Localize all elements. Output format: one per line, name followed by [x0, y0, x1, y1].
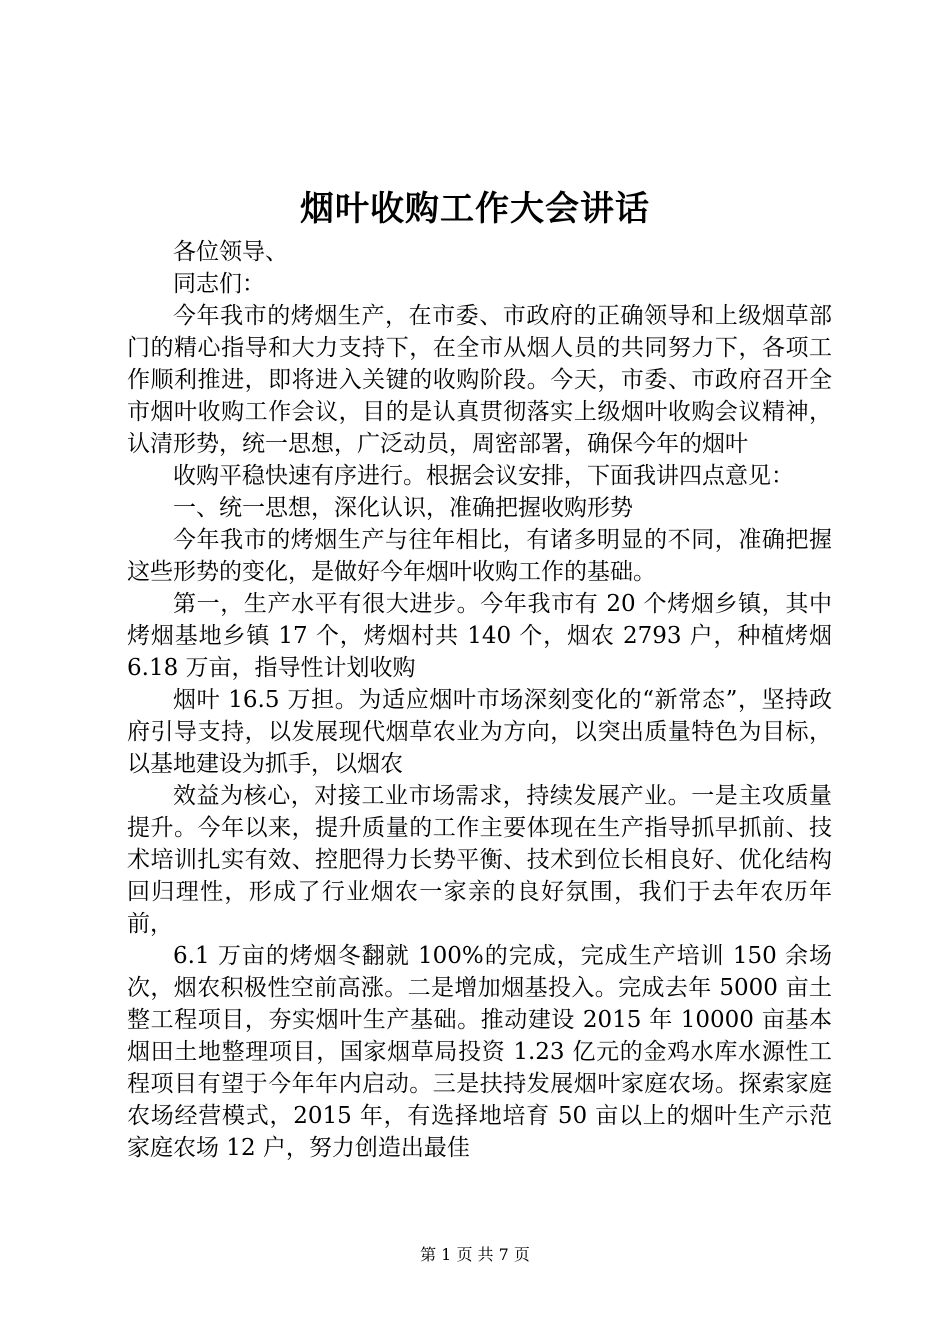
paragraph: 同志们：	[173, 271, 265, 297]
paragraph: 烟叶 16.5 万担。为适应烟叶市场深刻变化的“新常态”，坚持政府引导支持，以发展现代烟草农业为方向，以突出质量特色为目标，以基地建设为抓手，以烟农	[127, 687, 832, 777]
document-title: 烟叶收购工作大会讲话	[300, 189, 650, 229]
paragraph: 6.1 万亩的烤烟冬翻就 100%的完成，完成生产培训 150 余场次，烟农积极性空前高涨。二是增加烟基投入。完成去年 5000 亩土整工程项目，夯实烟叶生产基础。推动建设 2015 年 10000 亩基本烟田土地整理项目，国家烟草局投资 1.23 亿元的金鸡水库水源性工程项目有望于今年年内启动。三是扶持发展烟叶家庭农场。探索家庭农场经营模式，2015 年，有选择地培育 50 亩以上的烟叶生产示范家庭农场 12 户，努力创造出最佳	[127, 943, 832, 1161]
paragraph: 第一，生产水平有很大进步。今年我市有 20 个烤烟乡镇，其中烤烟基地乡镇 17 个，烤烟村共 140 个，烟农 2793 户，种植烤烟 6.18 万亩，指导性计划收购	[127, 591, 832, 681]
paragraph: 收购平稳快速有序进行。根据会议安排，下面我讲四点意见：	[173, 463, 794, 489]
paragraph: 今年我市的烤烟生产，在市委、市政府的正确领导和上级烟草部门的精心指导和大力支持下，在全市从烟人员的共同努力下，各项工作顺利推进，即将进入关键的收购阶段。今天，市委、市政府召开全市烟叶收购工作会议，目的是认真贯彻落实上级烟叶收购会议精神，认清形势，统一思想，广泛动员，周密部署，确保今年的烟叶	[127, 303, 832, 457]
paragraph: 今年我市的烤烟生产与往年相比，有诸多明显的不同，准确把握这些形势的变化，是做好今年烟叶收购工作的基础。	[127, 527, 832, 585]
paragraph: 效益为核心，对接工业市场需求，持续发展产业。一是主攻质量提升。今年以来，提升质量的工作主要体现在生产指导抓早抓前、技术培训扎实有效、控肥得力长势平衡、技术到位长相良好、优化结构回归理性，形成了行业烟农一家亲的良好氛围，我们于去年农历年前，	[127, 783, 832, 937]
page-footer: 第 1 页 共 7 页	[420, 1245, 530, 1264]
section-heading: 一、统一思想，深化认识，准确把握收购形势	[173, 495, 633, 521]
paragraph: 各位领导、	[173, 239, 288, 265]
document-body	[127, 236, 832, 1164]
